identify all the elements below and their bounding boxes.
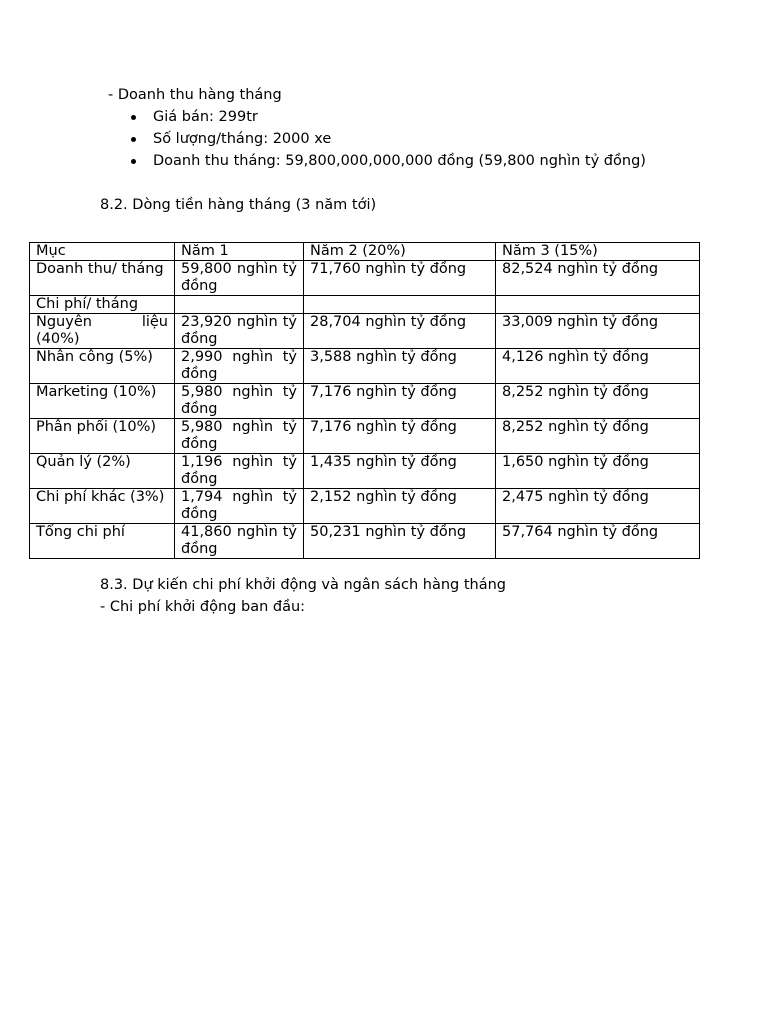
table-cell: 2,990 nghìn tỷ đồng — [175, 349, 304, 384]
table-cell — [175, 296, 304, 314]
section-8-3-title: 8.3. Dự kiến chi phí khởi động và ngân sách hàng tháng — [100, 577, 506, 593]
table-row-label: Phân phối (10%) — [30, 419, 175, 454]
table-header-cell: Mục — [30, 243, 175, 261]
section-8-2-title: 8.2. Dòng tiền hàng tháng (3 năm tới) — [100, 197, 377, 213]
table-header-cell: Năm 1 — [175, 243, 304, 261]
table-row-label: Marketing (10%) — [30, 384, 175, 419]
table-row — [30, 261, 700, 296]
table-row — [30, 349, 700, 384]
revenue-heading: - Doanh thu hàng tháng — [108, 87, 282, 103]
table-cell: 1,196 nghìn tỷ đồng — [175, 454, 304, 489]
table-row — [30, 454, 700, 489]
bullet-price: Giá bán: 299tr — [153, 109, 258, 125]
table-cell: 1,794 nghìn tỷ đồng — [175, 489, 304, 524]
table-cell: 82,524 nghìn tỷ đồng — [496, 261, 700, 296]
table-header-cell: Năm 3 (15%) — [496, 243, 700, 261]
table-cell: 5,980 nghìn tỷ đồng — [175, 384, 304, 419]
table-cell: 5,980 nghìn tỷ đồng — [175, 419, 304, 454]
table-cell: 23,920 nghìn tỷ đồng — [175, 314, 304, 349]
table-row-label: Quản lý (2%) — [30, 454, 175, 489]
table-cell: 4,126 nghìn tỷ đồng — [496, 349, 700, 384]
table-cell: 50,231 nghìn tỷ đồng — [304, 524, 496, 559]
table-cell: 59,800 nghìn tỷ đồng — [175, 261, 304, 296]
table-row-label: Chi phí/ tháng — [30, 296, 175, 314]
section-8-3-subheading: - Chi phí khởi động ban đầu: — [100, 599, 306, 615]
table-row — [30, 419, 700, 454]
bullet-dot-icon — [131, 115, 136, 120]
table-cell: 41,860 nghìn tỷ đồng — [175, 524, 304, 559]
table-cell: 71,760 nghìn tỷ đồng — [304, 261, 496, 296]
table-cell: 3,588 nghìn tỷ đồng — [304, 349, 496, 384]
table-row-label: Chi phí khác (3%) — [30, 489, 175, 524]
bullet-dot-icon — [131, 159, 136, 164]
table-header-cell: Năm 2 (20%) — [304, 243, 496, 261]
table-row-label: Tổng chi phí — [30, 524, 175, 559]
table-row — [30, 296, 700, 314]
table-cell: 7,176 nghìn tỷ đồng — [304, 384, 496, 419]
table-row-label: Nguyên liệu (40%) — [30, 314, 175, 349]
bullet-quantity: Số lượng/tháng: 2000 xe — [153, 131, 332, 147]
table-cell: 2,152 nghìn tỷ đồng — [304, 489, 496, 524]
table-cell: 33,009 nghìn tỷ đồng — [496, 314, 700, 349]
table-row-label: Doanh thu/ tháng — [30, 261, 175, 296]
table-row-label: Nhân công (5%) — [30, 349, 175, 384]
table-cell — [496, 296, 700, 314]
table-cell: 1,650 nghìn tỷ đồng — [496, 454, 700, 489]
table-cell: 2,475 nghìn tỷ đồng — [496, 489, 700, 524]
table-cell: 7,176 nghìn tỷ đồng — [304, 419, 496, 454]
table-cell: 28,704 nghìn tỷ đồng — [304, 314, 496, 349]
table-row — [30, 489, 700, 524]
cash-flow-table — [29, 242, 700, 559]
table-row — [30, 524, 700, 559]
table-header-row — [30, 243, 700, 261]
table-cell: 8,252 nghìn tỷ đồng — [496, 384, 700, 419]
table-cell — [304, 296, 496, 314]
table-cell: 1,435 nghìn tỷ đồng — [304, 454, 496, 489]
bullet-monthly-revenue: Doanh thu tháng: 59,800,000,000,000 đồng (59,800 nghìn tỷ đồng) — [153, 153, 646, 169]
table-row — [30, 314, 700, 349]
table-row — [30, 384, 700, 419]
bullet-dot-icon — [131, 137, 136, 142]
table-cell: 8,252 nghìn tỷ đồng — [496, 419, 700, 454]
table-cell: 57,764 nghìn tỷ đồng — [496, 524, 700, 559]
